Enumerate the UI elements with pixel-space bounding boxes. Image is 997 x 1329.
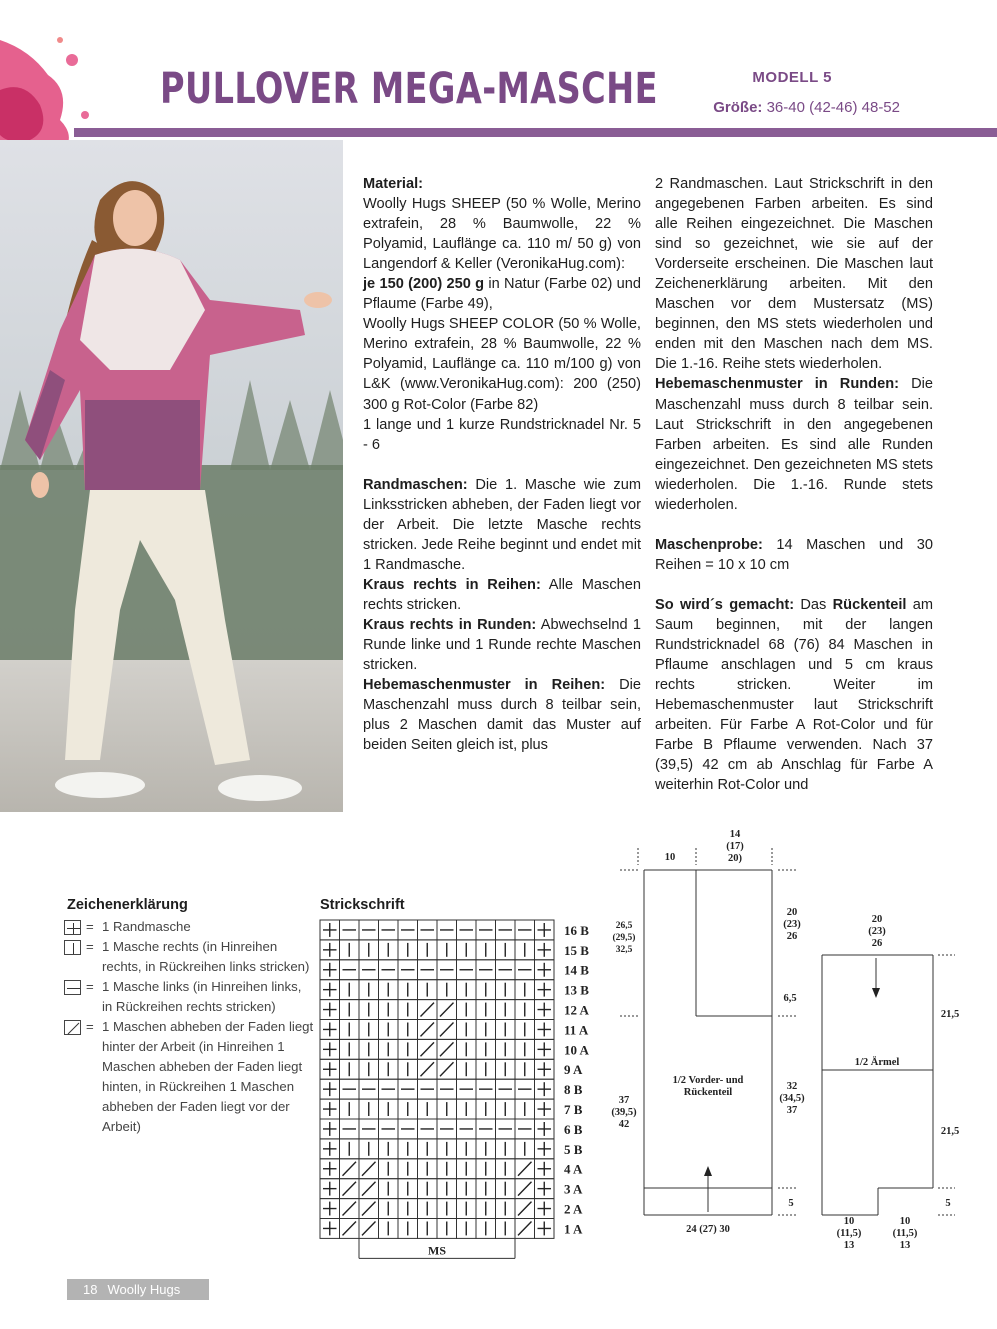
slash-symbol-icon bbox=[518, 1182, 532, 1196]
legend-item bbox=[64, 1017, 314, 1137]
material-1: Woolly Hugs SHEEP (50 % Wolle, Merino extrafein, 28 % Baumwolle, 22 % Polyamid, Lauflänge ca. 110 m/ 50 g) von Langendorf & Keller (VeronikaHug.com): bbox=[363, 196, 641, 273]
legend-item bbox=[64, 977, 314, 1017]
material-3: 1 lange und 1 kurze Rundstricknadel Nr. 5 - 6 bbox=[363, 416, 641, 453]
kraus-runden-heading: Kraus rechts in Runden: bbox=[363, 616, 537, 633]
dash-symbol-icon bbox=[64, 980, 81, 995]
slash-symbol-icon bbox=[518, 1222, 532, 1236]
chart-row-label: 5 B bbox=[564, 1141, 583, 1157]
header-rule bbox=[74, 128, 997, 137]
kraus-reihen-para bbox=[363, 575, 641, 615]
maschenprobe-para bbox=[655, 535, 933, 575]
amount-bold: je 150 (200) 250 g bbox=[363, 276, 485, 293]
slash-symbol-icon bbox=[343, 1222, 357, 1236]
body-right-mid-measure: 6,5 bbox=[783, 993, 797, 1004]
size-info bbox=[713, 99, 900, 116]
chart-row-label: 3 A bbox=[564, 1181, 583, 1197]
hebe-runden-heading: Hebemaschenmuster in Runden: bbox=[655, 376, 899, 393]
maschenprobe-text: 14 Maschen und 30 Reihen = 10 x 10 cm bbox=[655, 536, 933, 573]
model-number: MODELL 5 bbox=[752, 69, 832, 86]
chart-title: Strickschrift bbox=[320, 897, 405, 913]
slash-symbol-icon bbox=[440, 1003, 454, 1017]
legend-text: 1 Masche rechts (in Hinreihen rechts, in Rückreihen links stricken) bbox=[102, 939, 310, 974]
slash-symbol-icon bbox=[518, 1202, 532, 1216]
slash-symbol-icon bbox=[421, 1003, 435, 1017]
maschenprobe-heading: Maschenprobe: bbox=[655, 536, 763, 553]
sleeve-right-lower-measure: 21,5 bbox=[940, 1126, 960, 1137]
legend-title: Zeichenerklärung bbox=[67, 897, 188, 913]
slash-symbol-icon bbox=[343, 1182, 357, 1196]
chart-row-label: 10 A bbox=[564, 1042, 589, 1058]
hebe-runden-para bbox=[655, 374, 933, 514]
legend-equals: = bbox=[86, 939, 94, 954]
sleeve-piece-label: 1/2 Ärmel bbox=[854, 1057, 900, 1068]
text-column-1 bbox=[363, 174, 641, 755]
so-wirds-heading: So wird´s gemacht: bbox=[655, 596, 795, 613]
so-wirds-para bbox=[655, 595, 933, 795]
material-heading: Material: bbox=[363, 176, 424, 192]
chart-row-label: 16 B bbox=[564, 922, 589, 938]
legend bbox=[64, 917, 314, 1137]
body-right-bottom-measure: 5 bbox=[788, 1198, 794, 1209]
legend-equals: = bbox=[86, 1019, 94, 1034]
slash-symbol-icon bbox=[421, 1023, 435, 1037]
body-left-upper-measure: 26,5 (29,5) 32,5 bbox=[612, 921, 636, 955]
material-amount bbox=[363, 274, 641, 314]
body-left-lower-measure: 37 (39,5) 42 bbox=[611, 1095, 637, 1130]
randmaschen-heading: Randmaschen: bbox=[363, 476, 468, 493]
slash-symbol-icon bbox=[64, 1020, 81, 1035]
arrow-head-icon bbox=[872, 988, 880, 998]
legend-text: 1 Randmasche bbox=[102, 919, 191, 934]
chart-row-label: 1 A bbox=[564, 1221, 583, 1237]
body-piece-label: 1/2 Vorder- und Rückenteil bbox=[672, 1075, 744, 1098]
kraus-runden-text: Abwechselnd 1 Runde linke und 1 Runde rechte Maschen stricken. bbox=[363, 616, 641, 674]
slash-symbol-icon bbox=[362, 1202, 376, 1216]
hebe-reihen-para bbox=[363, 675, 641, 755]
legend-item bbox=[64, 917, 314, 937]
sleeve-bottom-left-measure: 10 (11,5) 13 bbox=[836, 1216, 862, 1251]
chart-row-label: 9 A bbox=[564, 1062, 583, 1078]
slash-symbol-icon bbox=[421, 1062, 435, 1076]
slash-symbol-icon bbox=[343, 1162, 357, 1176]
hebe-reihen-heading: Hebemaschenmuster in Reihen: bbox=[363, 677, 606, 694]
legend-text: 1 Masche links (in Hinreihen links, in Rückreihen rechts stricken) bbox=[102, 979, 302, 1014]
sleeve-top-measure: 20 (23) 26 bbox=[868, 914, 886, 949]
kraus-runden-para bbox=[363, 615, 641, 675]
kraus-reihen-heading: Kraus rechts in Reihen: bbox=[363, 576, 541, 593]
body-top-right-measure: 14 (17) 20) bbox=[726, 829, 744, 864]
chart-row-label: 2 A bbox=[564, 1201, 583, 1217]
chart-row-label: 7 B bbox=[564, 1102, 583, 1117]
size-value: 36-40 (42-46) 48-52 bbox=[766, 99, 900, 116]
hebe-reihen-text: Die Maschenzahl muss durch 8 teilbar sein, plus 2 Maschen damit das Muster auf beiden Seiten gleich ist, plus bbox=[363, 677, 642, 754]
body-right-upper-measure: 20 (23) 26 bbox=[783, 907, 801, 942]
body-top-left-measure: 10 bbox=[664, 852, 676, 863]
chart-row-label: 12 A bbox=[564, 1002, 589, 1018]
legend-text: 1 Maschen abheben der Faden liegt hinter der Arbeit (in Hinreihen 1 Maschen abheben der Faden liegt hinten, in Rückreihen 1 Maschen abheben der Faden liegt vor der Arbeit) bbox=[102, 1019, 314, 1134]
page-title: PULLOVER MEGA-MASCHE bbox=[160, 64, 658, 114]
ms-label: MS bbox=[428, 1243, 446, 1258]
chart-row-label: 8 B bbox=[564, 1082, 583, 1098]
hebe-reihen-continued: 2 Randmaschen. Laut Strickschrift in den angegebenen Farben arbeiten. Es sind alle Reihen eingezeichnet. Die Maschen sind so gezeichnet, wie sie auf der Vorderseite erscheinen. Die Maschen laut Zeichenerklärung arbeiten. Mit den Maschen vor dem Mustersatz (MS) beginnen, den MS stets wiederholen und enden mit den Maschen nach dem MS. Die 1.-16. Reihe stets wiederholen. bbox=[655, 176, 933, 373]
randmaschen-para bbox=[363, 475, 641, 575]
page-number: 18 bbox=[83, 1282, 98, 1297]
slash-symbol-icon bbox=[343, 1202, 357, 1216]
body-bottom-measure: 24 (27) 30 bbox=[686, 1224, 730, 1235]
body-right-lower-measure: 32 (34,5) 37 bbox=[779, 1081, 805, 1116]
chart-row-label: 15 B bbox=[564, 942, 589, 958]
chart-row-label: 14 B bbox=[564, 962, 589, 978]
slash-symbol-icon bbox=[362, 1222, 376, 1236]
slash-symbol-icon bbox=[440, 1042, 454, 1056]
plus-symbol-icon bbox=[64, 920, 81, 935]
slash-symbol-icon bbox=[421, 1042, 435, 1056]
sleeve-bottom-right-measure: 10 (11,5) 13 bbox=[892, 1216, 918, 1251]
size-label: Größe: bbox=[713, 99, 763, 116]
knitting-chart bbox=[318, 918, 608, 1263]
chart-row-label: 13 B bbox=[564, 982, 589, 998]
chart-row-label: 11 A bbox=[564, 1022, 589, 1038]
slash-symbol-icon bbox=[362, 1162, 376, 1176]
kraus-reihen-text: Alle Maschen rechts stricken. bbox=[363, 576, 641, 613]
arrow-head-icon bbox=[704, 1166, 712, 1176]
sleeve-right-upper-measure: 21,5 bbox=[940, 1009, 960, 1020]
page-footer bbox=[67, 1279, 209, 1300]
so-wirds-text-1: Das bbox=[794, 596, 833, 613]
size-schematic bbox=[600, 820, 997, 1260]
sleeve-right-bottom-measure: 5 bbox=[945, 1198, 951, 1209]
legend-equals: = bbox=[86, 919, 94, 934]
slash-symbol-icon bbox=[440, 1023, 454, 1037]
footer-brand: Woolly Hugs bbox=[107, 1282, 181, 1297]
slash-symbol-icon bbox=[518, 1162, 532, 1176]
slash-symbol-icon bbox=[440, 1062, 454, 1076]
randmaschen-text: Die 1. Masche wie zum Linksstricken abheben, der Faden liegt vor der Arbeit. Die letzte Masche rechts stricken. Jede Reihe beginnt und endet mit 1 Randmasche. bbox=[363, 476, 641, 573]
so-wirds-text-2: am Saum beginnen, mit der langen Rundstricknadel 68 (76) 84 Maschen in Pflaume anschlagen und 5 cm kraus rechts stricken. Weiter im Hebemaschenmuster laut Strickschrift arbeiten. Für Farbe A Rot-Color und für Farbe B Pflaume verwenden. Nach 37 (39,5) 42 cm ab Anschlag für Farbe A weiterhin Rot-Color und bbox=[655, 596, 934, 794]
model-photo bbox=[0, 140, 343, 812]
rueckenteil-bold: Rückenteil bbox=[832, 596, 907, 613]
material-2: Woolly Hugs SHEEP COLOR (50 % Wolle, Merino extrafein, 28 % Baumwolle, 22 % Polyamid, Lauflänge ca. 110 m/100 g) von L&K (www.VeronikaHug.com): 200 (250) 300 g Rot-Color (Farbe 82) bbox=[363, 316, 641, 413]
chart-row-label: 6 B bbox=[564, 1121, 583, 1137]
hebe-runden-text: Die Maschenzahl muss durch 8 teilbar sein. Laut Strickschrift in den angegebenen Farben arbeiten. Es sind alle Runden eingezeichnet. Den gezeichneten MS stets wiederholen. Die 1.-16. Runde stets wiederholen. bbox=[655, 376, 934, 513]
chart-row-label: 4 A bbox=[564, 1161, 583, 1177]
slash-symbol-icon bbox=[362, 1182, 376, 1196]
legend-item bbox=[64, 937, 314, 977]
legend-equals: = bbox=[86, 979, 94, 994]
amount-rest: in Natur (Farbe 02) und Pflaume (Farbe 49), bbox=[363, 276, 641, 313]
vertical-bar-symbol-icon bbox=[64, 940, 81, 955]
text-column-2 bbox=[655, 174, 933, 795]
